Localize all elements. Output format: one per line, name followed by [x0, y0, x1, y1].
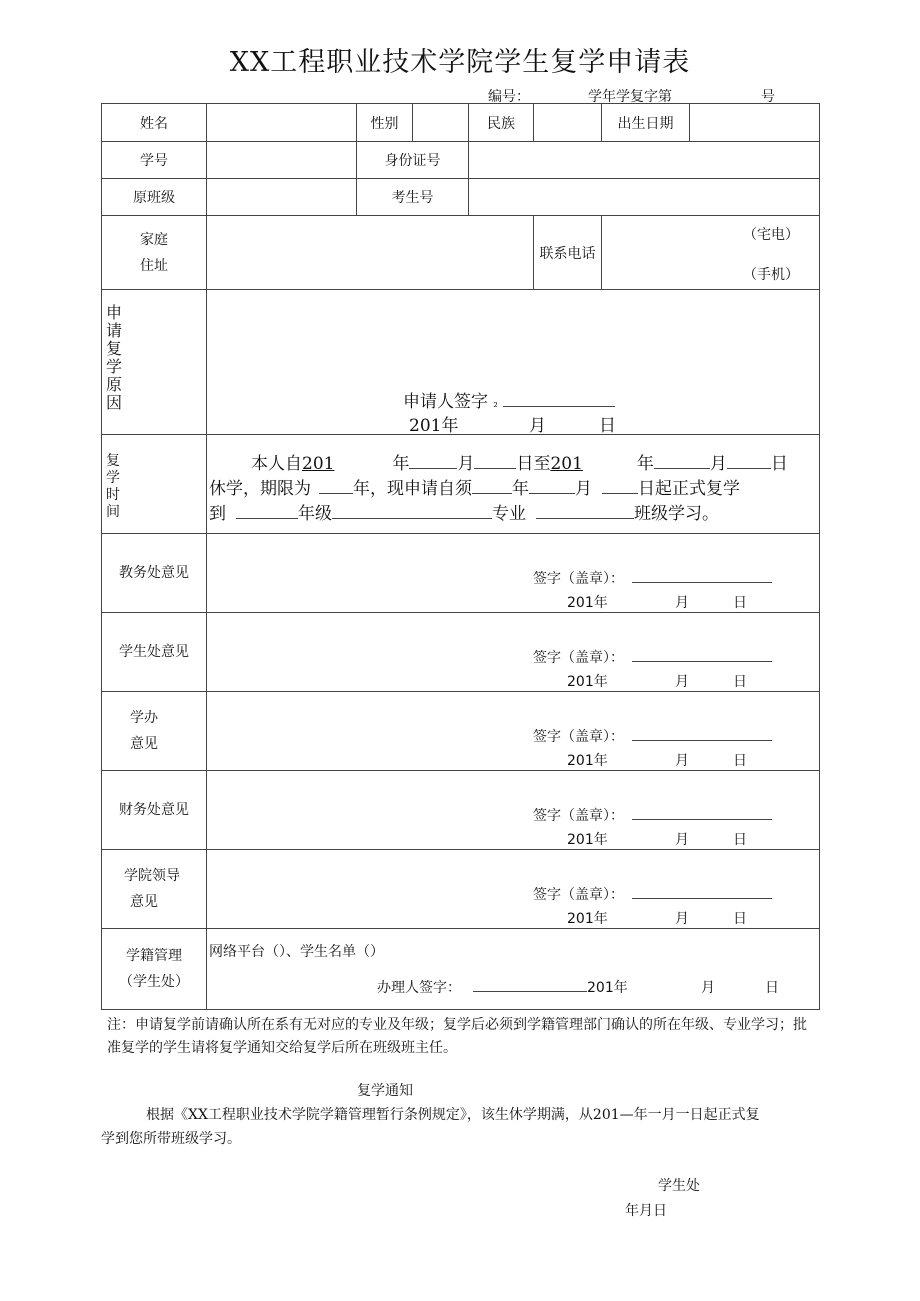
row-opinion-academic [102, 534, 820, 613]
sign-day: 日 [733, 674, 747, 690]
sign-label: 签字（盖章）： [533, 808, 624, 824]
reason-signature-label: 申请人签字 [403, 392, 488, 412]
sign-label: 签字（盖章）： [533, 887, 624, 903]
time-line3 [209, 499, 719, 524]
notice-date: 年月日 [625, 1203, 667, 1219]
original-class-field[interactable] [207, 179, 357, 216]
time-label-cell [102, 435, 207, 534]
sign-year: 201年 [567, 595, 608, 611]
registry-label-2: （学生处） [119, 974, 189, 990]
time-l1-month-blank[interactable] [409, 454, 457, 469]
row-opinion-leader [102, 850, 820, 929]
row-time [102, 435, 820, 534]
opinion-leader-label-1: 学院领导 [124, 868, 180, 884]
exam-number-field[interactable] [469, 179, 820, 216]
opinion-finance-label-text: 财务处意见 [119, 802, 189, 818]
reason-field[interactable] [207, 290, 820, 435]
time-label: 复学时间 [106, 453, 120, 520]
registry-year: 201年 [587, 980, 628, 996]
time-l1-to: 日至 [516, 454, 551, 474]
gender-label: 性别 [357, 104, 413, 142]
opinion-finance-label [102, 771, 207, 850]
footnote: 注：申请复学前请确认所在系有无对应的专业及年级；复学后必须到学籍管理部门确认的所在年级、专业学习；批准复学的学生请将复学通知交给复学后所在班级班主任。 [107, 1017, 807, 1056]
time-l3-grade-blank[interactable] [236, 504, 298, 519]
sign-day: 日 [733, 595, 747, 611]
name-label: 姓名 [102, 104, 207, 142]
number-text: 学年学复字第 [588, 89, 672, 105]
registry-label-1: 学籍管理 [126, 948, 182, 964]
sign-line[interactable] [632, 884, 772, 899]
time-l1-day-blank[interactable] [474, 454, 516, 469]
registry-day: 日 [765, 980, 779, 996]
contact-phone-field[interactable] [602, 216, 820, 290]
registry-handler-line[interactable] [473, 977, 587, 992]
notice-line2: 学到您所带班级学习。 [101, 1131, 241, 1147]
reason-label-cell [102, 290, 207, 435]
sign-month: 月 [675, 595, 689, 611]
registry-handler [377, 977, 628, 997]
opinion-academic-sign [533, 568, 772, 588]
time-l2-period: 休学，期限为 [209, 479, 311, 499]
time-l2-year: 年 [512, 479, 529, 499]
name-field[interactable] [207, 104, 357, 142]
opinion-student-field[interactable] [207, 613, 820, 692]
opinion-office-label-1: 学办 [130, 710, 158, 726]
home-address-line2: 住址 [140, 257, 168, 274]
home-phone-label: （宅电） [743, 227, 799, 243]
number-suffix: 号 [761, 89, 775, 105]
time-l1-from: 本人自 [251, 454, 302, 474]
row-opinion-office [102, 692, 820, 771]
reason-signature-line[interactable] [503, 392, 615, 407]
opinion-office-label-2: 意见 [130, 736, 158, 752]
sign-line[interactable] [632, 726, 772, 741]
time-line1 [251, 449, 788, 474]
id-number-label: 身份证号 [357, 142, 469, 179]
number-label: 编号： [488, 89, 530, 105]
exam-number-label: 考生号 [357, 179, 469, 216]
opinion-leader-label [102, 850, 207, 929]
opinion-student-label-text: 学生处意见 [119, 644, 189, 660]
sign-label: 签字（盖章）： [533, 571, 624, 587]
sign-day: 日 [733, 832, 747, 848]
sign-month: 月 [675, 753, 689, 769]
time-l1-day2: 日 [770, 454, 788, 474]
student-id-field[interactable] [207, 142, 357, 179]
ethnicity-field[interactable] [534, 104, 602, 142]
notice-line1: 根据《XX工程职业技术学院学籍管理暂行条例规定》，该生休学期满，从201—年一月一日起正式复 [146, 1107, 760, 1123]
registry-field [207, 929, 820, 1010]
opinion-academic-label [102, 534, 207, 613]
contact-phone-label: 联系电话 [534, 216, 602, 290]
time-l1-month: 月 [457, 454, 475, 474]
time-l2-month: 月 [575, 479, 592, 499]
time-l3-major: 专业 [492, 504, 526, 524]
opinion-leader-label-2: 意见 [130, 894, 158, 910]
ethnicity-label: 民族 [469, 104, 534, 142]
time-l3-class-blank[interactable] [536, 504, 634, 519]
sign-label: 签字（盖章）： [533, 650, 624, 666]
form-title: XX工程职业技术学院学生复学申请表 [229, 47, 691, 78]
notice-office: 学生处 [658, 1178, 700, 1194]
birth-date-field[interactable] [690, 104, 820, 142]
reason-signature [403, 387, 615, 412]
opinion-office-sign [533, 726, 772, 746]
time-l2-resume: 日起正式复学 [638, 479, 740, 499]
id-number-field[interactable] [469, 142, 820, 179]
time-line2 [209, 474, 740, 499]
opinion-academic-label-text: 教务处意见 [119, 565, 189, 581]
home-address-field[interactable] [207, 216, 534, 290]
time-l1-year-prefix: 201 [302, 454, 335, 474]
sign-day: 日 [733, 753, 747, 769]
time-l1-year2: 年 [636, 454, 654, 474]
time-l1-year: 年 [392, 454, 410, 474]
row-reason [102, 290, 820, 435]
time-l1-month2-blank[interactable] [654, 454, 710, 469]
sign-year: 201年 [567, 911, 608, 927]
sign-line[interactable] [632, 647, 772, 662]
time-l1-year2-prefix: 201 [550, 454, 583, 474]
birth-date-label: 出生日期 [602, 104, 690, 142]
registry-month: 月 [701, 980, 715, 996]
time-l2-month-blank[interactable] [529, 479, 575, 494]
opinion-leader-field[interactable] [207, 850, 820, 929]
opinion-academic-field[interactable] [207, 534, 820, 613]
application-table [101, 103, 820, 1010]
time-l2-years-blank[interactable] [319, 479, 353, 494]
mobile-label: （手机） [743, 267, 799, 283]
registry-platform[interactable]: 网络平台（）、学生名单（） [209, 944, 384, 960]
sign-month: 月 [675, 911, 689, 927]
time-l2-apply: 年，现申请自须 [353, 479, 472, 499]
time-field [207, 435, 820, 534]
time-l3-major-blank[interactable] [332, 504, 492, 519]
time-l2-year-blank[interactable] [472, 479, 512, 494]
row-class [102, 179, 820, 216]
opinion-student-sign [533, 647, 772, 667]
opinion-finance-sign [533, 805, 772, 825]
opinion-finance-field[interactable] [207, 771, 820, 850]
home-address-label [102, 216, 207, 290]
row-id [102, 142, 820, 179]
time-l2-day-blank[interactable] [602, 479, 638, 494]
opinion-office-label [102, 692, 207, 771]
sign-year: 201年 [567, 832, 608, 848]
time-l3-grade: 年级 [298, 504, 332, 524]
original-class-label: 原班级 [102, 179, 207, 216]
time-l3-class: 班级学习。 [634, 504, 719, 524]
student-id-label: 学号 [102, 142, 207, 179]
row-registry [102, 929, 820, 1010]
sign-day: 日 [733, 911, 747, 927]
sign-year: 201年 [567, 674, 608, 690]
reason-month: 月 [529, 416, 546, 436]
time-l1-day2-blank[interactable] [727, 454, 771, 469]
home-address-line1: 家庭 [140, 231, 168, 248]
registry-label [102, 929, 207, 1010]
row-basic [102, 104, 820, 142]
time-l3-to: 到 [209, 504, 226, 524]
opinion-office-field[interactable] [207, 692, 820, 771]
sign-year: 201年 [567, 753, 608, 769]
row-address [102, 216, 820, 290]
notice-title: 复学通知 [357, 1083, 413, 1099]
sign-line[interactable] [632, 805, 772, 820]
gender-field[interactable] [413, 104, 469, 142]
reason-year: 201年 [409, 416, 459, 436]
reason-day: 日 [599, 416, 616, 436]
sign-label: 签字（盖章）： [533, 729, 624, 745]
opinion-leader-sign [533, 884, 772, 904]
sign-line[interactable] [632, 568, 772, 583]
reason-signature-mark: ₂ [493, 397, 498, 410]
opinion-student-label [102, 613, 207, 692]
sign-month: 月 [675, 832, 689, 848]
row-opinion-student [102, 613, 820, 692]
registry-handler-label: 办理人签字： [377, 980, 461, 996]
sign-month: 月 [675, 674, 689, 690]
time-l1-month2: 月 [709, 454, 727, 474]
row-opinion-finance [102, 771, 820, 850]
reason-label: 申请复学原因 [106, 303, 123, 412]
